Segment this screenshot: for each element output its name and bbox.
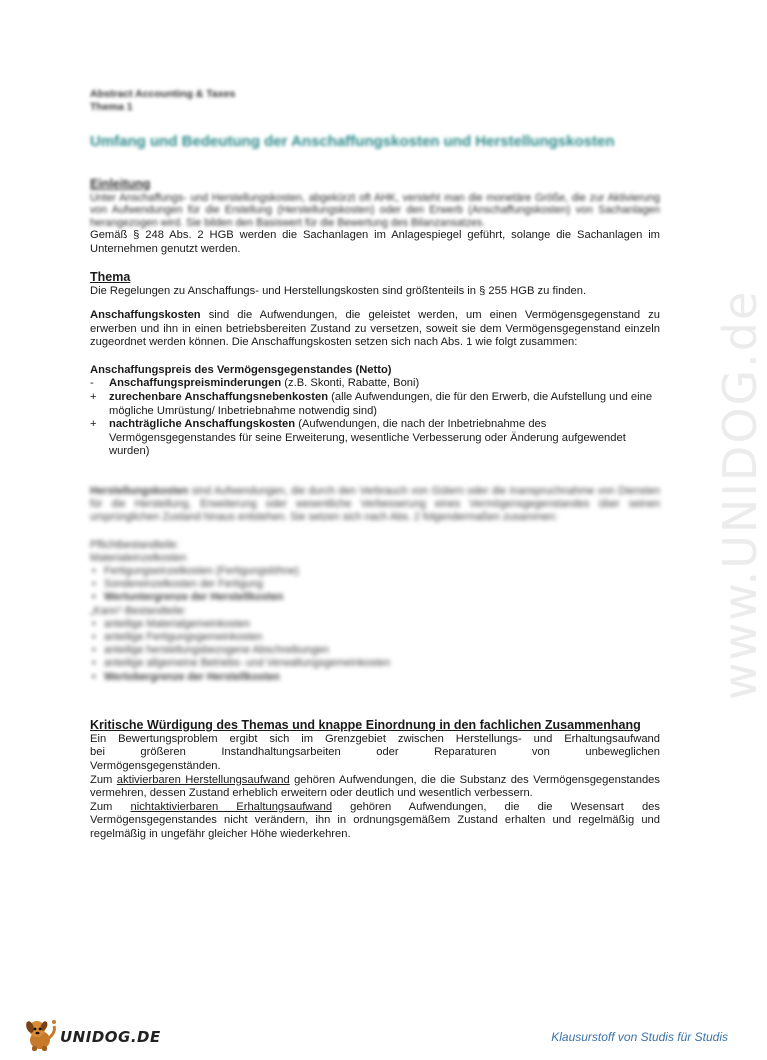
list-item-term: zurechenbare Anschaffungsnebenkosten	[109, 390, 329, 403]
kritik-heading: Kritische Würdigung des Themas und knappe Einordnung in den fachlichen Zusammenhang	[90, 717, 641, 732]
thema-intro-text: Die Regelungen zu Anschaffungs- und Herstellungskosten sind größtenteils in § 255 HGB zu finden.	[90, 285, 587, 298]
kritik-p3-term: nichtaktivierbaren Erhaltungsaufwand	[130, 800, 333, 813]
document-page	[90, 88, 660, 842]
anschaffungskosten-text: sind die Aufwendungen, die geleistet werden, um einen Vermögensgegenstand zu erwerben und ihn in einen betriebsbereiten Zustand zu versetzen, soweit sie dem Vermögensgegenstand einzeln zugeordnet werden können. Die Anschaffungskosten setzen sich nach Abs. 1 wie folgt zusammen:	[90, 309, 660, 349]
intro-heading: Einleitung	[90, 177, 151, 191]
intro-section	[90, 177, 660, 256]
list-item-text: (alle Aufwendungen, die für den Erwerb, die Aufstellung und eine mögliche Umrüstung/ Inbetriebnahme notwendig sind)	[109, 390, 653, 417]
kritik-p3-prefix: Zum	[90, 800, 131, 813]
kritik-p3-text: gehören Aufwendungen, die die Wesensart des Vermögensgegenstandes nicht verändern, ihn in ordnungsgemäßem Zustand erhalten und regelmäßig und regelmäßig in ungefähr gleicher Höhe wiederkehren.	[90, 800, 660, 840]
list-item	[90, 418, 660, 459]
list-item: • Sondereinzelkosten der Fertigung	[90, 578, 660, 591]
thema-section	[90, 270, 660, 459]
herstellungskosten-text: sind Aufwendungen, die durch den Verbrauch von Gütern oder die Inanspruchnahme von Diensten für die Herstellung, Erweiterung oder wesentliche Verbesserung eines Vermögensgegenstandes über seinen ursprünglichen Zustand hinaus entstehen. Sie setzen sich nach Abs. 2 folgendermaßen zusammen:	[90, 484, 660, 524]
pflicht-sub: Materialeinzelkosten	[90, 551, 187, 564]
kann-label: „Kann“-Bestandteile:	[90, 604, 187, 617]
thema-heading: Thema	[90, 270, 131, 285]
list-item-text: (Aufwendungen, die nach der Inbetriebnahme des Vermögensgegenstandes für seine Erweiterung, wesentliche Verbesserung oder Änderung aufgewendet wurden)	[109, 418, 626, 458]
dog-icon	[24, 1016, 58, 1052]
unidog-logo[interactable]	[24, 1012, 161, 1052]
kritik-p2-term: aktivierbaren Herstellungsaufwand	[116, 773, 290, 786]
header-line-2: Thema 1	[90, 101, 133, 113]
kritik-line-2: bei größeren Instandhaltungsarbeiten oder Reparaturen von unbeweglichen	[90, 746, 660, 759]
list-item: • anteilige Fertigungsgemeinkosten	[90, 631, 660, 644]
pflicht-label: Pflichtbestandteile:	[90, 538, 179, 551]
intro-text: Gemäß § 248 Abs. 2 HGB werden die Sachanlagen im Anlagespiegel geführt, solange die Sachanlagen im Unternehmen genutzt werden.	[90, 229, 660, 255]
header-line-1: Abstract Accounting & Taxes	[90, 88, 236, 100]
anschaffungspreis-heading: Anschaffungspreis des Vermögensgegenstandes (Netto)	[90, 363, 392, 376]
list-item	[90, 377, 660, 391]
logo-text: UNIDOG.DE	[60, 1028, 161, 1046]
list-item-term: Anschaffungspreisminderungen	[109, 377, 282, 390]
watermark: www.UNIDOG.de	[713, 289, 767, 700]
list-symbol: -	[90, 377, 94, 390]
anschaffungskosten-list	[90, 377, 660, 459]
pflicht-list	[90, 565, 660, 605]
herstellungskosten-section	[90, 485, 660, 684]
list-item: • anteilige allgemeine Betriebs- und Verwaltungsgemeinkosten	[90, 657, 660, 670]
footer-tagline: Klausurstoff von Studis für Studis	[551, 1030, 728, 1044]
list-symbol: +	[90, 418, 97, 431]
anschaffungskosten-definition	[90, 309, 660, 350]
herstellungskosten-definition	[90, 485, 660, 525]
kritik-p2-text: gehören Aufwendungen, die die Substanz des Vermögensgegenstandes vermehren, dessen Zustand erheblich erweitern oder deutlich und wesentlich verbessern.	[90, 773, 660, 800]
kritik-line-1: Ein Bewertungsproblem ergibt sich im Grenzgebiet zwischen Herstellungs- und Erhaltungsaufwand	[90, 732, 660, 745]
kritik-line-3: Vermögensgegenständen.	[90, 759, 221, 772]
list-item: • Fertigungseinzelkosten (Fertigungslöhne)	[90, 565, 660, 578]
list-item-term: nachträgliche Anschaffungskosten	[109, 418, 296, 431]
kritik-section	[90, 718, 660, 842]
list-item: • anteilige Materialgemeinkosten	[90, 618, 660, 631]
list-item-text: (z.B. Skonti, Rabatte, Boni)	[281, 377, 420, 390]
document-header	[90, 88, 660, 114]
document-title: Umfang und Bedeutung der Anschaffungskosten und Herstellungskosten	[90, 133, 615, 150]
intro-blurred-text: Unter Anschaffungs- und Herstellungskosten, abgekürzt oft AHK, versteht man die monetäre Größe, die zur Aktivierung von Aufwendungen für die Erstellung (Herstellungskosten) oder den Erwerb (Anschaffungskosten) von Sachanlagen herangezogen wird. Sie bilden den Basiswert für die Bewertung des Bilanzansatzes.	[90, 192, 660, 229]
kritik-paragraph-3	[90, 801, 660, 842]
kann-list	[90, 618, 660, 684]
anschaffungskosten-term: Anschaffungskosten	[90, 309, 201, 321]
list-symbol: +	[90, 390, 97, 403]
list-item: • Wertobergrenze der Herstellkosten	[90, 671, 660, 684]
list-item: • Wertuntergrenze der Herstellkosten	[90, 591, 660, 604]
kritik-p2-prefix: Zum	[90, 773, 117, 786]
list-item: • anteilige herstellungsbezogene Abschreibungen	[90, 644, 660, 657]
herstellungskosten-term: Herstellungskosten	[90, 484, 189, 497]
kritik-paragraph-2	[90, 774, 660, 801]
list-item	[90, 391, 660, 418]
